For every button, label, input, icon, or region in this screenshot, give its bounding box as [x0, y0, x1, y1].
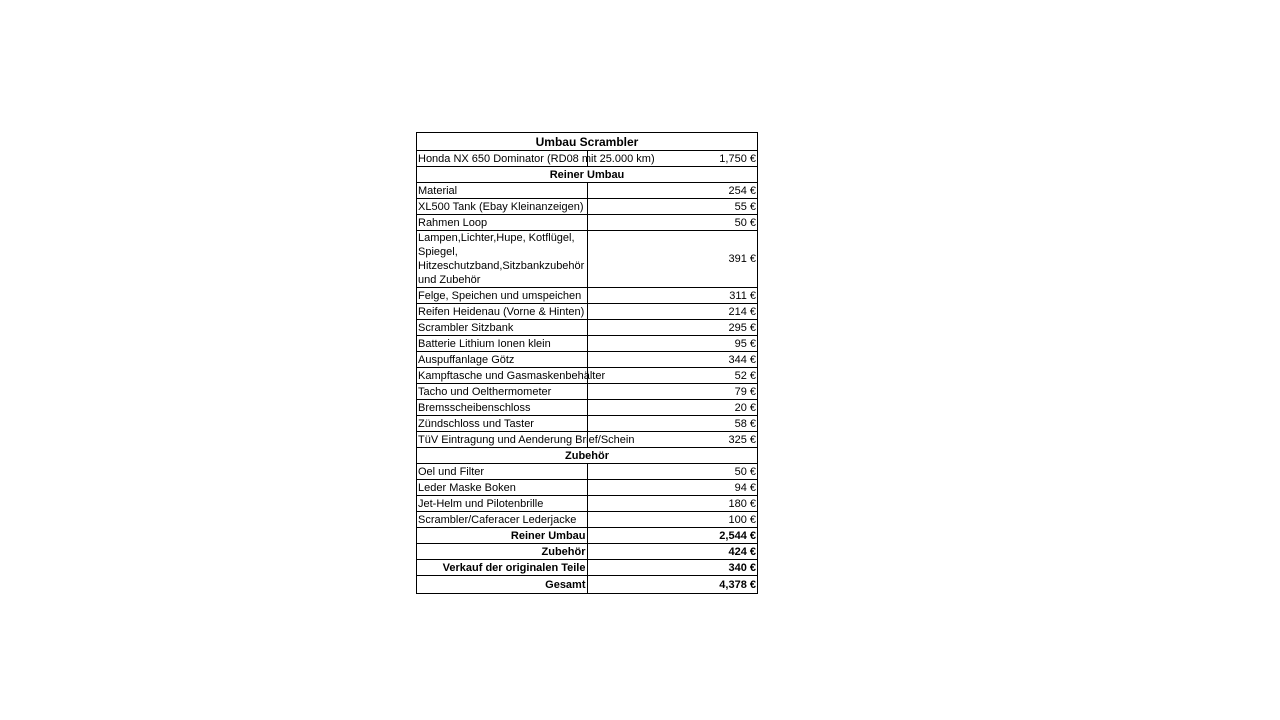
- item-label: Zündschloss und Taster: [417, 416, 588, 432]
- table-row: [417, 464, 758, 480]
- item-price: 254 €: [587, 183, 758, 199]
- item-price: 95 €: [587, 336, 758, 352]
- item-price: 55 €: [587, 199, 758, 215]
- table-row: [417, 352, 758, 368]
- section-title-zubehoer: Zubehör: [417, 448, 758, 464]
- item-price: 391 €: [587, 231, 758, 288]
- item-label: Batterie Lithium Ionen klein: [417, 336, 588, 352]
- base-price: 1,750 €: [587, 151, 758, 167]
- table-row: [417, 183, 758, 199]
- item-price: 52 €: [587, 368, 758, 384]
- table-row: [417, 320, 758, 336]
- item-label: Auspuffanlage Götz: [417, 352, 588, 368]
- item-price: 344 €: [587, 352, 758, 368]
- summary-row-zubehoer: [417, 544, 758, 560]
- item-label: Scrambler Sitzbank: [417, 320, 588, 336]
- summary-value: 424 €: [587, 544, 758, 560]
- item-label: Jet-Helm und Pilotenbrille: [417, 496, 588, 512]
- item-label: Felge, Speichen und umspeichen: [417, 288, 588, 304]
- table-row: [417, 400, 758, 416]
- table-row: [417, 199, 758, 215]
- item-label: Oel und Filter: [417, 464, 588, 480]
- table-row: [417, 336, 758, 352]
- cost-table: [416, 132, 758, 594]
- table-row: [417, 288, 758, 304]
- base-row: [417, 151, 758, 167]
- summary-row-verkauf: [417, 560, 758, 576]
- item-label: Scrambler/Caferacer Lederjacke: [417, 512, 588, 528]
- table-row: [417, 512, 758, 528]
- table-row: [417, 384, 758, 400]
- table-row: [417, 480, 758, 496]
- item-label: Leder Maske Boken: [417, 480, 588, 496]
- item-label: Kampftasche und Gasmaskenbehälter: [418, 369, 606, 382]
- item-label: Bremsscheibenschloss: [417, 400, 588, 416]
- total-value: 4,378 €: [587, 576, 758, 594]
- item-label: Reifen Heidenau (Vorne & Hinten): [417, 304, 588, 320]
- item-label: Material: [417, 183, 588, 199]
- table-row: [417, 304, 758, 320]
- summary-row-gesamt: [417, 576, 758, 594]
- item-price: 79 €: [587, 384, 758, 400]
- table-row: [417, 231, 758, 288]
- item-price: 50 €: [587, 464, 758, 480]
- cost-sheet: [416, 132, 758, 594]
- summary-label: Verkauf der originalen Teile: [417, 560, 588, 576]
- summary-label: Reiner Umbau: [417, 528, 588, 544]
- table-row: [417, 432, 758, 448]
- table-row: [417, 368, 758, 384]
- table-row: [417, 416, 758, 432]
- item-label: Tacho und Oelthermometer: [417, 384, 588, 400]
- item-price: 180 €: [587, 496, 758, 512]
- summary-row-umbau: [417, 528, 758, 544]
- item-label: Lampen,Lichter,Hupe, Kotflügel, Spiegel, Hitzeschutzband,Sitzbankzubehör und Zubehör: [417, 231, 588, 288]
- item-label: Rahmen Loop: [417, 215, 588, 231]
- summary-value: 340 €: [587, 560, 758, 576]
- item-price: 214 €: [587, 304, 758, 320]
- base-label: Honda NX 650 Dominator (RD08 mit 25.000 km): [418, 152, 655, 165]
- item-price: 100 €: [587, 512, 758, 528]
- item-price: 325 €: [587, 432, 758, 448]
- item-price: 50 €: [587, 215, 758, 231]
- table-row: [417, 496, 758, 512]
- title-row: [417, 133, 758, 151]
- item-price: 20 €: [587, 400, 758, 416]
- section-title-umbau: Reiner Umbau: [417, 167, 758, 183]
- section-header-zubehoer: [417, 448, 758, 464]
- table-row: [417, 215, 758, 231]
- table-title: Umbau Scrambler: [417, 133, 758, 151]
- item-price: 94 €: [587, 480, 758, 496]
- total-label: Gesamt: [417, 576, 588, 594]
- summary-value: 2,544 €: [587, 528, 758, 544]
- summary-label: Zubehör: [417, 544, 588, 560]
- item-price: 295 €: [587, 320, 758, 336]
- item-label: XL500 Tank (Ebay Kleinanzeigen): [417, 199, 588, 215]
- item-label: TüV Eintragung und Aenderung Brief/Schein: [418, 433, 635, 446]
- item-price: 311 €: [587, 288, 758, 304]
- section-header-umbau: [417, 167, 758, 183]
- item-price: 58 €: [587, 416, 758, 432]
